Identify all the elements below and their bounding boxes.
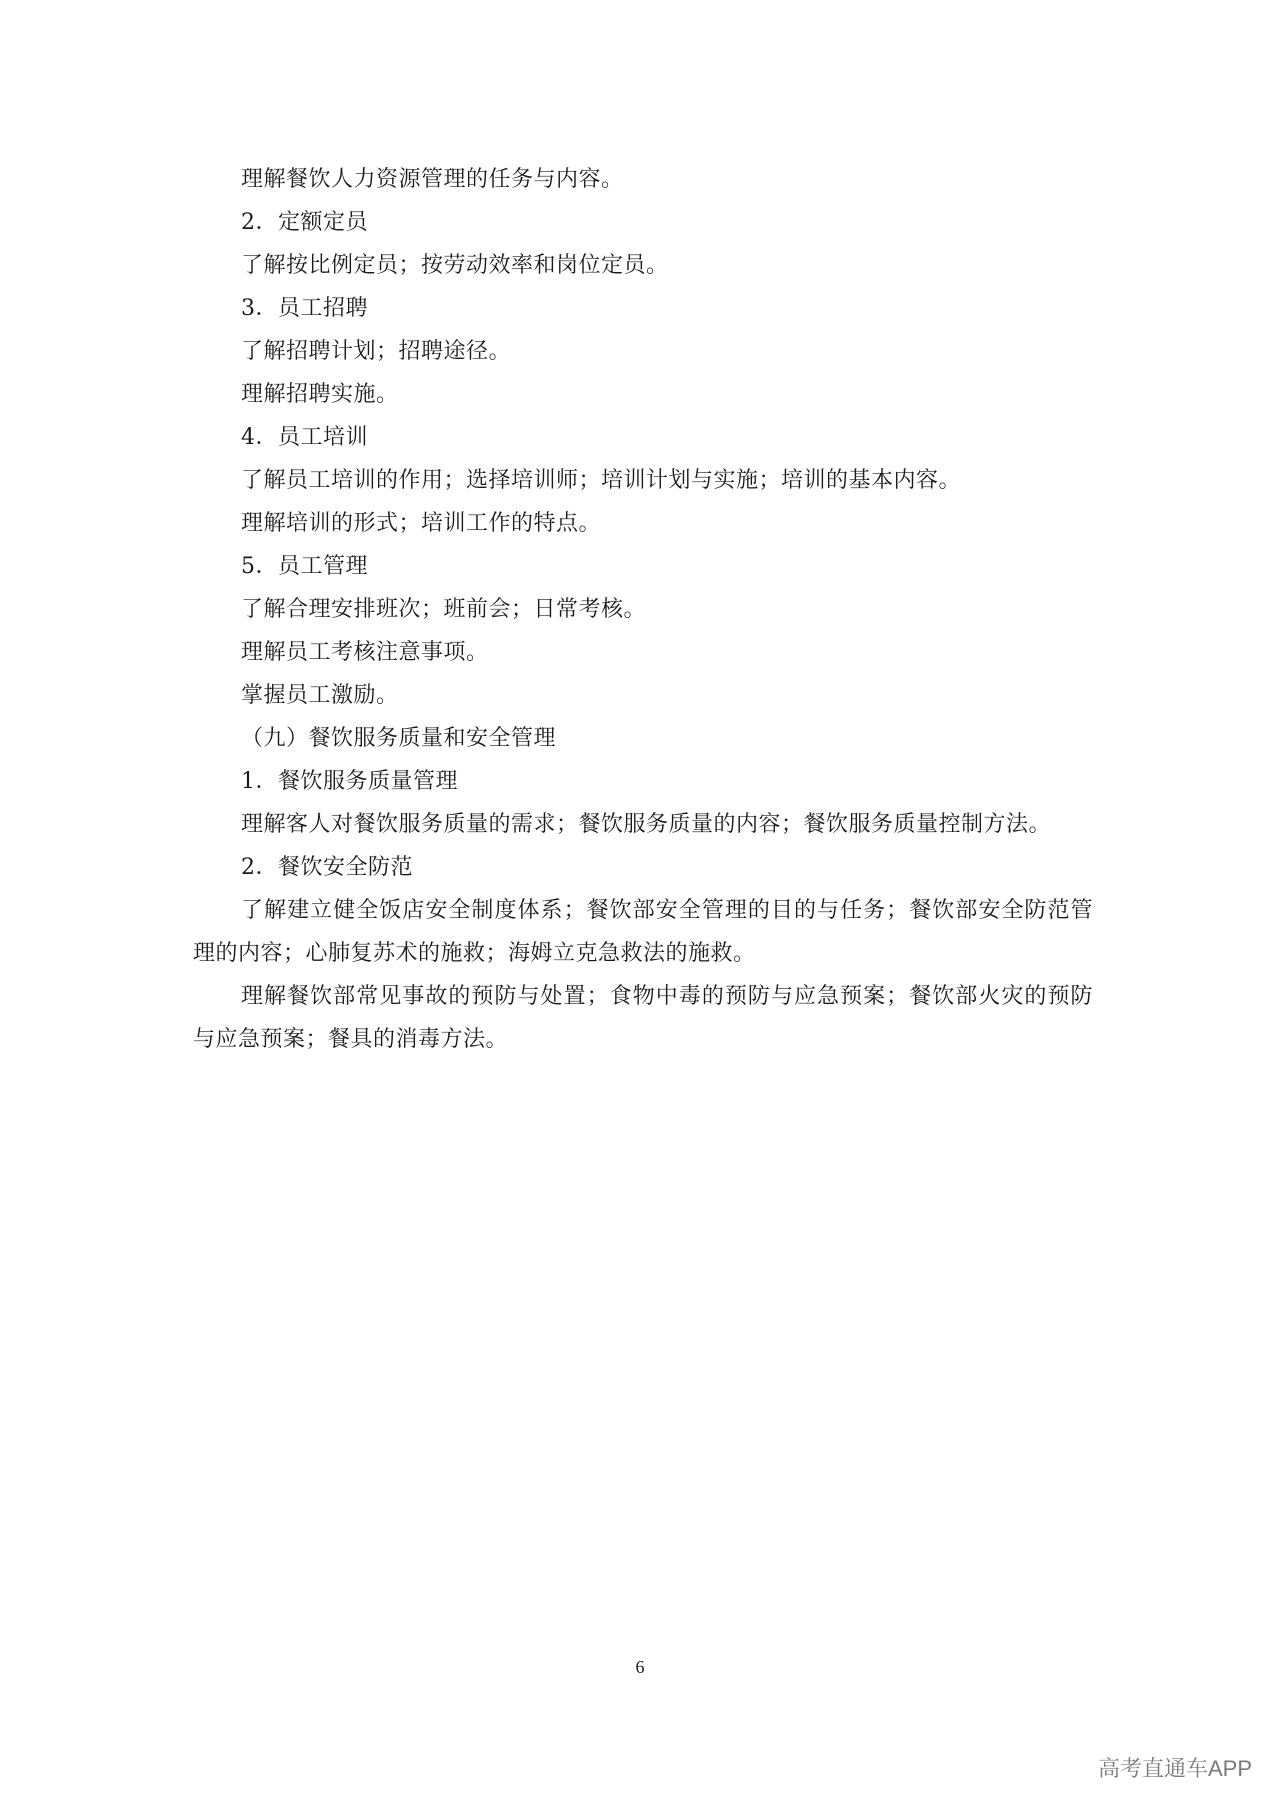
text-line: 理解客人对餐饮服务质量的需求；餐饮服务质量的内容；餐饮服务质量控制方法。 xyxy=(241,812,1052,837)
section-heading: 3．员工招聘 xyxy=(241,296,368,321)
text-line: 理解培训的形式；培训工作的特点。 xyxy=(241,511,602,536)
paragraph: 理解餐饮部常见事故的预防与处置；食物中毒的预防与应急预案；餐饮部火灾的预防与应急预案；餐具的消毒方法。 xyxy=(193,984,1093,1052)
text-line: 理解员工考核注意事项。 xyxy=(241,640,489,665)
section-heading: 2．定额定员 xyxy=(241,210,368,235)
watermark: 高考直通车APP xyxy=(1097,1756,1252,1781)
section-heading: 4．员工培训 xyxy=(241,425,368,450)
text-line: 理解餐饮人力资源管理的任务与内容。 xyxy=(241,167,624,192)
text-line: 了解合理安排班次；班前会；日常考核。 xyxy=(241,597,647,622)
section-heading: 1．餐饮服务质量管理 xyxy=(241,769,458,794)
text-line: 了解员工培训的作用；选择培训师；培训计划与实施；培训的基本内容。 xyxy=(241,468,962,493)
text-line: 理解招聘实施。 xyxy=(241,382,399,407)
text-line: 了解按比例定员；按劳动效率和岗位定员。 xyxy=(241,253,669,278)
chapter-heading: （九）餐饮服务质量和安全管理 xyxy=(241,726,557,751)
text-line: 掌握员工激励。 xyxy=(241,683,399,708)
paragraph: 了解建立健全饭店安全制度体系；餐饮部安全管理的目的与任务；餐饮部安全防范管理的内容；心肺复苏术的施救；海姆立克急救法的施救。 xyxy=(193,898,1093,966)
document-body xyxy=(193,158,1093,1061)
text-line: 了解招聘计划；招聘途径。 xyxy=(241,339,512,364)
section-heading: 5．员工管理 xyxy=(241,554,368,579)
section-heading: 2．餐饮安全防范 xyxy=(241,855,413,880)
page-number: 6 xyxy=(635,1657,645,1677)
